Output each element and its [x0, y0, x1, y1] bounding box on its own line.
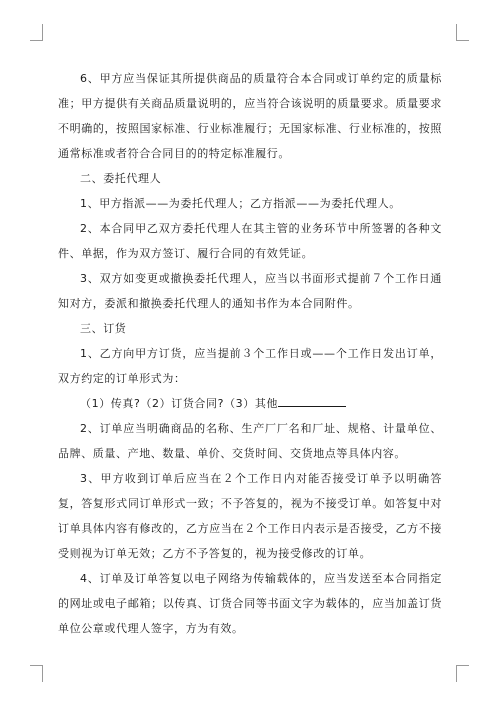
clause-order-3: 3、甲方收到订单后应当在２个工作日内对能否接受订单予以明确答复，答复形式同订单形式一致；不予答复的，视为不接受订单。如答复中对订单具体内容有修改的，乙方应当在２个工作日内表示是否接受，乙方不接受则视为订单无效；乙方不予答复的，视为接受修改的订单。 — [58, 472, 442, 560]
crop-mark-top-right — [456, 24, 469, 41]
crop-mark-bottom-left — [30, 665, 43, 682]
clause-6-quality: 6、甲方应当保证其所提供商品的质量符合本合同或订单约定的质量标准；甲方提供有关商品质量说明的，应当符合该说明的质量要求。质量要求不明确的，按照国家标准、行业标准履行；无国家标准、行业标准的，按照通常标准或者符合合同目的的特定标准履行。 — [58, 72, 442, 160]
crop-mark-bottom-right — [456, 665, 469, 682]
order-form-options — [58, 391, 442, 416]
document-body — [58, 66, 442, 641]
crop-mark-top-left — [30, 24, 43, 41]
clause-order-4: 4、订单及订单答复以电子网络为传输载体的，应当发送至本合同指定的网址或电子邮箱；以传真、订货合同等书面文字为载体的，应当加盖订货单位公章或代理人签字，方为有效。 — [58, 572, 442, 635]
section-heading-order: 三、订货 — [80, 322, 127, 335]
section-heading-agent: 二、委托代理人 — [80, 172, 162, 185]
clause-order-2: 2、订单应当明确商品的名称、生产厂厂名和厂址、规格、计量单位、品牌、质量、产地、数量、单价、交货时间、交货地点等具体内容。 — [58, 422, 442, 460]
fill-in-blank-line — [278, 394, 346, 407]
clause-agent-3: 3、双方如变更或撤换委托代理人，应当以书面形式提前７个工作日通知对方，委派和撤换委托代理人的通知书作为本合同附件。 — [58, 272, 442, 310]
order-form-options-text: （1）传真?（2）订货合同?（3）其他 — [80, 397, 279, 410]
clause-agent-2: 2、本合同甲乙双方委托代理人在其主管的业务环节中所签署的各种文件、单据，作为双方签订、履行合同的有效凭证。 — [58, 222, 442, 260]
clause-order-1: 1、乙方向甲方订货，应当提前３个工作日或——个工作日发出订单，双方约定的订单形式为： — [58, 347, 442, 385]
clause-agent-1: 1、甲方指派——为委托代理人；乙方指派——为委托代理人。 — [80, 197, 401, 210]
